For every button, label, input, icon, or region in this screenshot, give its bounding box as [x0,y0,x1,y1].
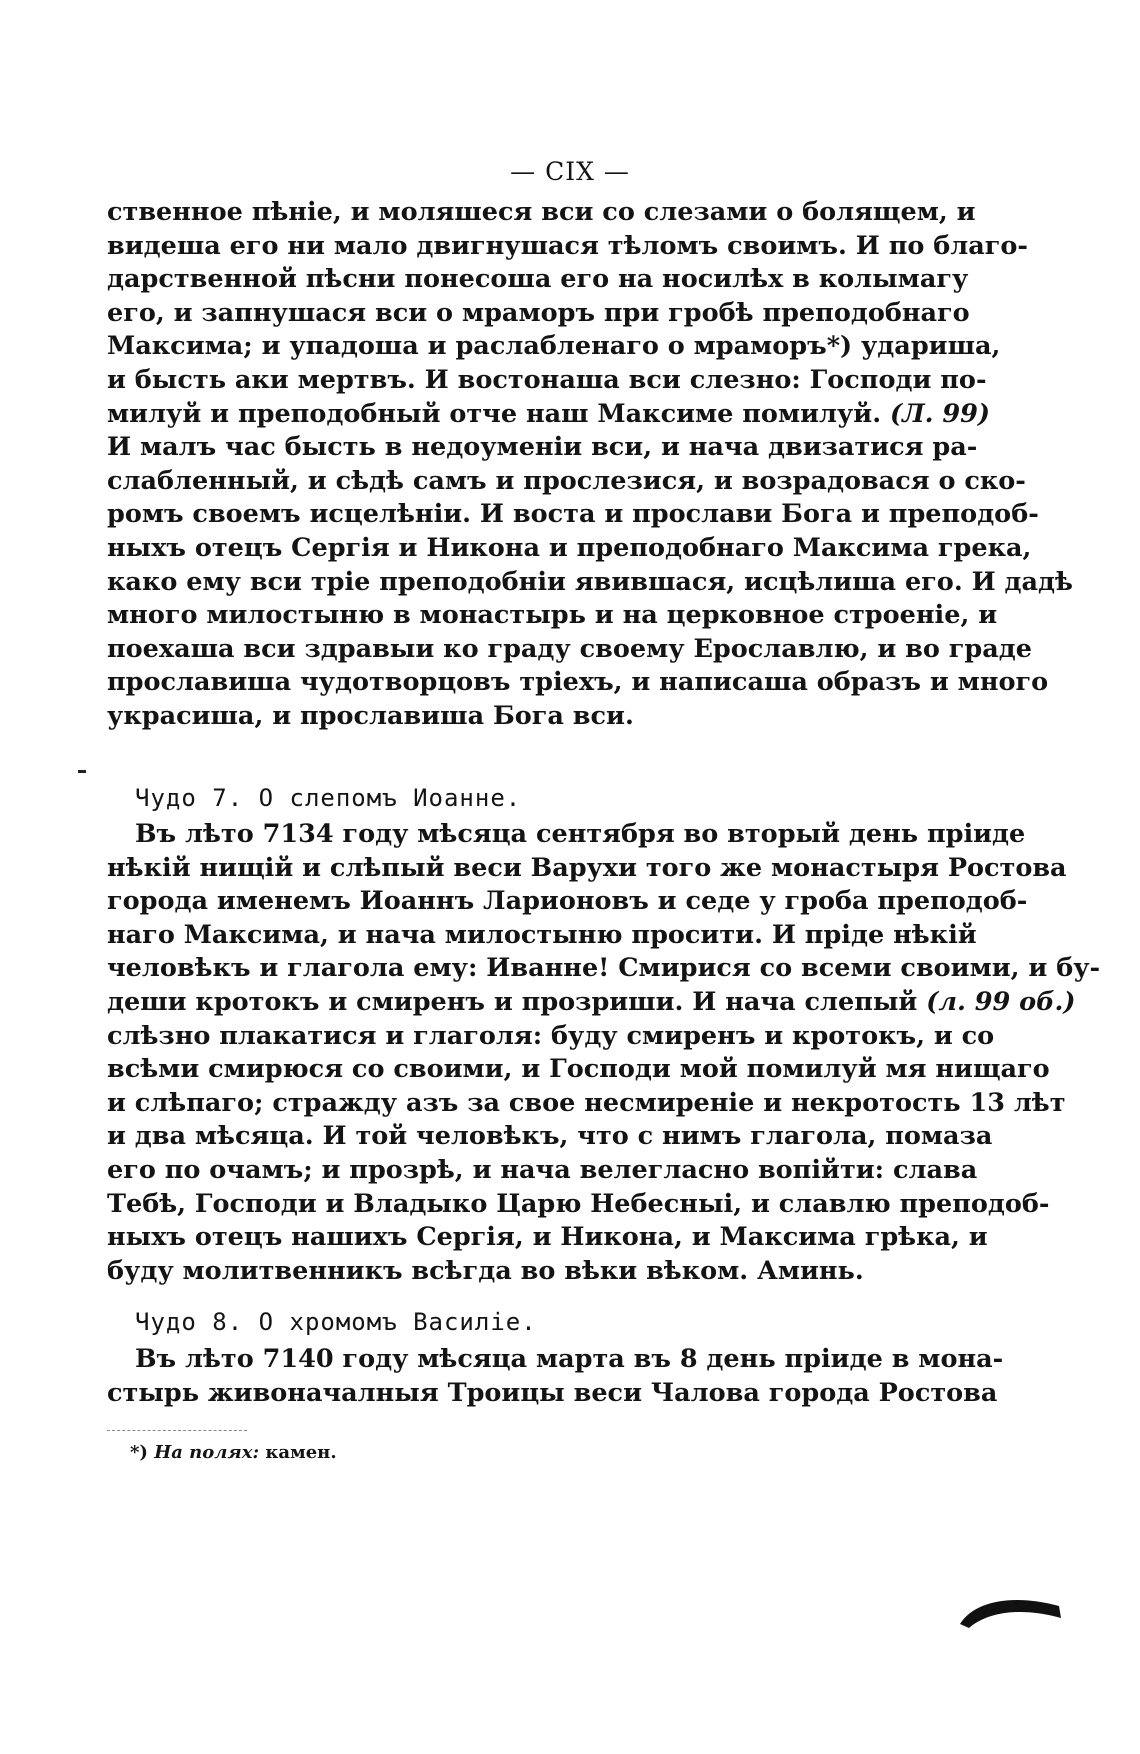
text-line-with-reference [107,398,990,432]
text-line: всѣми смирюся со своими, и Господи мой помилуй мя нищаго [107,1054,1050,1085]
text-line: милуй и преподобный отче наш Максиме помилуй. [107,398,882,429]
text-line: прославиша чудотворцовъ тріехъ, и написаша образъ и много [107,667,1049,698]
text-line: слѣзно плакатися и глаголя: буду смиренъ и кротокъ, и со [107,1020,995,1051]
footnote-divider [107,1430,247,1431]
page-number: — CIX — [510,157,630,186]
text-line: города именемъ Иоаннъ Ларионовъ и седе у гроба преподоб- [107,886,1028,917]
text-line: и слѣпаго; стражду азъ за свое несмиреніе и некротость 13 лѣт [107,1087,1066,1118]
text-line: много милостыню в монастырь и на церковное строеніе, и [107,600,998,631]
text-line: его по очамъ; и прозрѣ, и нача велегласно вопійти: слава [107,1154,978,1185]
footnote [130,1442,337,1463]
text-line: человѣкъ и глагола ему: Иванне! Смирися со всеми своими, и бу- [107,953,1101,984]
paragraph-2 [107,818,1101,1288]
text-line: И малъ час бысть в недоуменіи вси, и нача двизатися ра- [107,432,978,463]
text-line: наго Максима, и нача милостыню просити. И пріде нѣкій [107,919,977,950]
text-line: Въ лѣто 7134 году мѣсяца сентября во вторый день пріиде [135,819,1026,849]
text-line: слабленный, и сѣдѣ самъ и прослезися, и возрадовася о ско- [107,465,1026,496]
page-reference: (л. 99 об.) [926,986,1076,1017]
text-line: и два мѣсяца. И той человѣкъ, что с нимъ глагола, помаза [107,1121,993,1152]
text-line: украсиша, и прославиша Бога вси. [107,700,634,731]
text-line: деши кротокъ и смиренъ и прозриши. И нача слепый [107,986,918,1017]
text-line: ныхъ отецъ нашихъ Сергія, и Никона, и Максима грѣка, и [107,1222,988,1253]
scan-artifact-icon [955,1590,1065,1630]
text-line: видеша его ни мало двигнушася тѣломъ своимъ. И по благо- [107,230,1028,261]
text-line: поехаша вси здравыи ко граду своему Ерославлю, и во граде [107,633,1032,664]
text-line: ственное пѣніе, и моляшеся вси со слезами о болящем, и [107,197,976,227]
text-line: како ему вси тріе преподобніи явившася, исцѣлиша его. И дадѣ [107,566,1073,597]
text-line: ныхъ отецъ Сергія и Никона и преподобнаго Максима грека, [107,532,1032,563]
paragraph-3 [107,1343,1004,1410]
text-line: дарственной пѣсни понесоша его на носилѣх в колымагу [107,264,969,295]
text-line: ромъ своемъ исцелѣніи. И воста и прослави Бога и преподоб- [107,499,1039,530]
text-line: буду молитвенникъ всѣгда во вѣки вѣком. Аминь. [107,1255,864,1286]
page-reference: (Л. 99) [890,398,990,429]
text-line: и бысть аки мертвъ. И востонаша вси слезно: Господи по- [107,364,987,395]
text-line: стырь живоначалныя Троицы веси Чалова города Ростова [107,1377,998,1408]
text-line: Максима; и упадоша и раслабленаго о мраморъ*) удариша, [107,331,1001,362]
text-line: Тебѣ, Господи и Владыко Царю Небесныі, и славлю преподоб- [107,1188,1050,1219]
margin-mark [78,770,86,773]
text-line-with-reference [107,986,1076,1020]
chapter-heading-7: Чудо 7. О слепомъ Иоанне. [135,784,522,812]
chapter-heading-8: Чудо 8. О хромомъ Василіе. [135,1308,537,1336]
footnote-marker: *) [130,1442,148,1463]
footnote-text: камен. [265,1442,337,1463]
text-line: Въ лѣто 7140 году мѣсяца марта въ 8 день пріиде в мона- [135,1344,1004,1374]
text-line: его, и запнушася вси о мраморъ при гробѣ преподобнаго [107,297,970,328]
footnote-label: На полях: [154,1442,260,1463]
paragraph-1 [107,196,1073,734]
text-line: нѣкій нищій и слѣпый веси Варухи того же монастыря Ростова [107,852,1067,883]
